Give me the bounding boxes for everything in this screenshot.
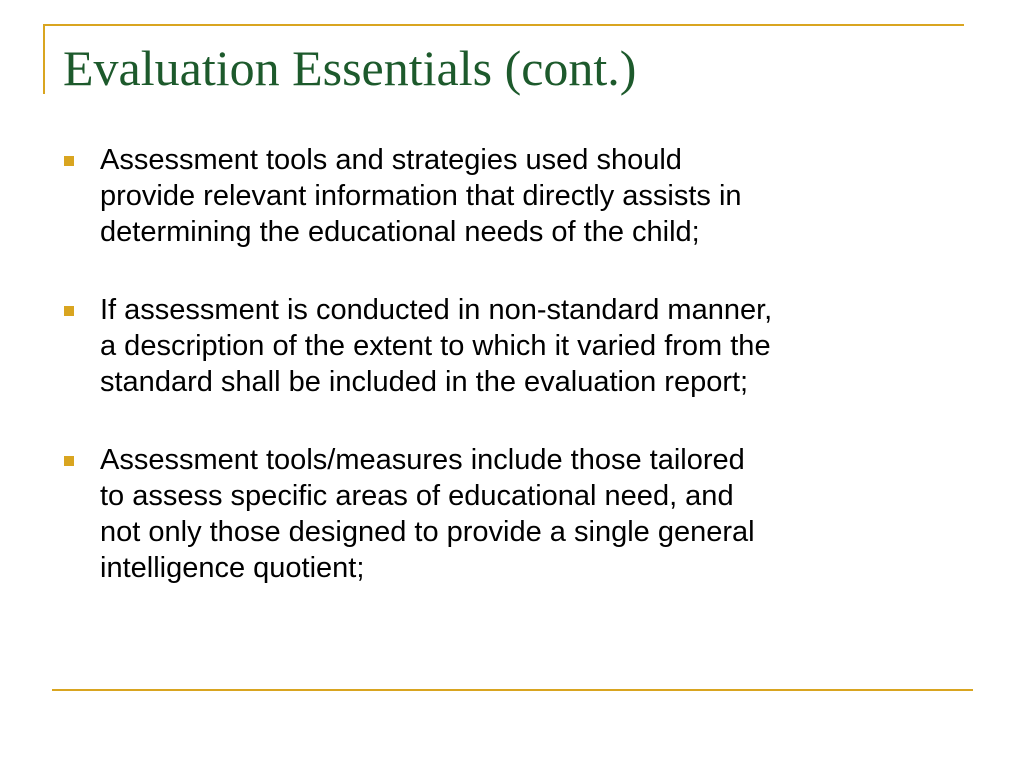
bullet-text: If assessment is conducted in non-standard manner, a description of the extent to which it varied from the standard shall be included in the evaluation report; [100,294,773,398]
square-bullet-icon [64,306,74,316]
bullet-item [62,292,982,400]
bullet-list [62,142,982,628]
frame-top-rule [43,24,964,26]
bullet-text: Assessment tools and strategies used should provide relevant information that directly assists in determining the educational needs of the child; [100,144,742,248]
slide-title: Evaluation Essentials (cont.) [63,40,637,96]
square-bullet-icon [64,456,74,466]
bullet-item [62,142,982,250]
bullet-item [62,442,982,586]
frame-bottom-rule [52,689,973,691]
square-bullet-icon [64,156,74,166]
frame-left-rule [43,24,45,94]
bullet-text: Assessment tools/measures include those tailored to assess specific areas of educational need, and not only those designed to provide a single general intelligence quotient; [100,444,755,584]
